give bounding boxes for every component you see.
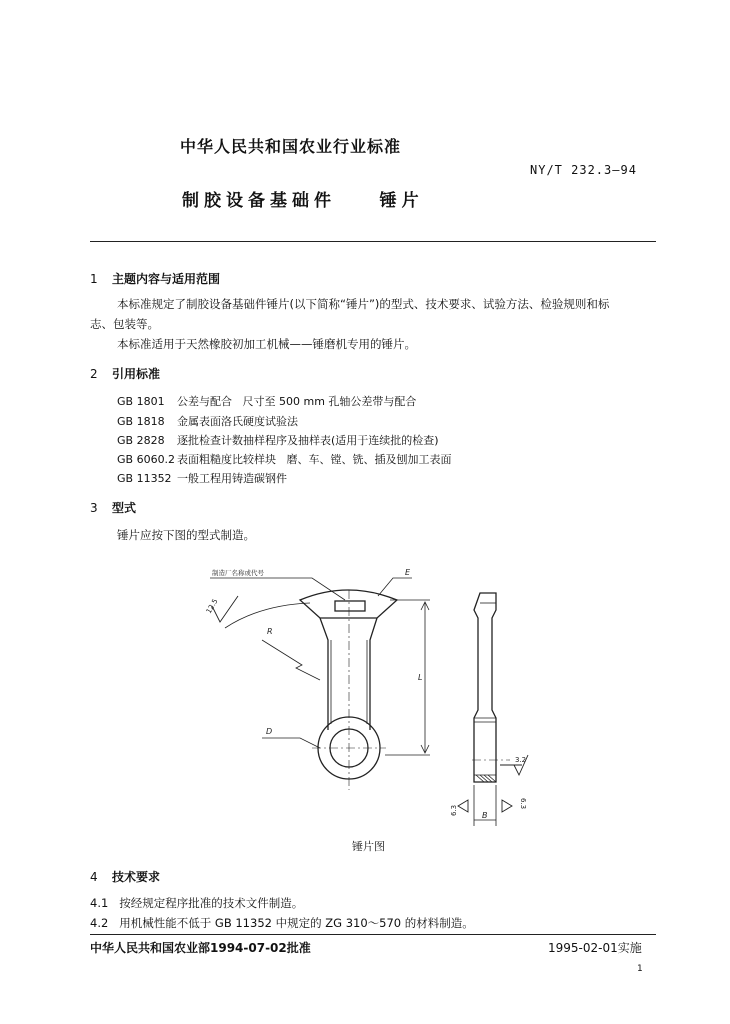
R-leader xyxy=(262,640,320,680)
label-roughness-6-3-right: 6.3 xyxy=(519,798,527,810)
blade-shank-outline xyxy=(320,618,377,730)
D-leader xyxy=(262,738,320,748)
mark-plate xyxy=(335,601,365,611)
approval-statement: 中华人民共和国农业部1994-07-02批准 xyxy=(90,941,311,955)
page-number: 1 xyxy=(637,964,643,974)
label-D: D xyxy=(266,727,273,736)
section-3-title: 型式 xyxy=(112,501,137,515)
R-arc xyxy=(225,603,310,628)
standard-org-title: 中华人民共和国农业行业标准 xyxy=(180,137,402,156)
section-3-number: 3 xyxy=(90,501,98,515)
section-1-title: 主题内容与适用范围 xyxy=(112,272,221,286)
section-2-title: 引用标准 xyxy=(112,367,161,381)
section-2-number: 2 xyxy=(90,367,98,381)
clause-4-2: 4.2 用机械性能不低于 GB 11352 中规定的 ZG 310～570 的材料制造。 xyxy=(90,916,474,930)
reference-text: 公差与配合 尺寸至 500 mm 孔轴公差带与配合 xyxy=(177,395,417,408)
blade-side-view xyxy=(474,593,496,782)
blade-head-outline xyxy=(300,590,397,618)
section-4-title: 技术要求 xyxy=(112,870,161,884)
figure-caption: 锤片图 xyxy=(352,840,385,853)
reference-text: 金属表面洛氏硬度试验法 xyxy=(177,415,298,428)
reference-code: GB 1801 xyxy=(117,395,165,408)
L-dimension xyxy=(385,600,430,755)
footer-divider xyxy=(90,934,656,935)
section-4-number: 4 xyxy=(90,870,98,884)
label-L: L xyxy=(418,673,423,682)
reference-text: 表面粗糙度比较样块 磨、车、镗、铣、插及刨加工表面 xyxy=(177,453,452,466)
section-1-number: 1 xyxy=(90,272,98,286)
side-hatching xyxy=(474,775,496,782)
E-leader xyxy=(378,578,412,596)
label-roughness-6-3-left: 6.3 xyxy=(450,804,458,816)
reference-code: GB 11352 xyxy=(117,472,172,485)
standard-code: NY/T 232.3—94 xyxy=(530,163,637,177)
reference-code: GB 1818 xyxy=(117,415,165,428)
reference-code: GB 6060.2 xyxy=(117,453,176,466)
label-B: B xyxy=(482,811,488,820)
label-R: R xyxy=(267,627,273,636)
label-roughness-12-5: 12.5 xyxy=(204,597,220,615)
clause-4-1: 4.1 按经规定程序批准的技术文件制造。 xyxy=(90,896,304,910)
label-manufacturer-mark: 制造厂名称或代号 xyxy=(212,569,264,577)
section-4-heading xyxy=(90,868,160,885)
section-3-paragraph: 锤片应按下图的型式制造。 xyxy=(117,528,255,542)
reference-code: GB 2828 xyxy=(117,434,165,447)
section-1-paragraph-1-line-2: 志、包装等。 xyxy=(90,317,159,331)
section-1-paragraph-2: 本标准适用于天然橡胶初加工机械——锤磨机专用的锤片。 xyxy=(117,337,416,351)
effective-date: 1995-02-01实施 xyxy=(548,941,642,955)
reference-text: 一般工程用铸造碳钢件 xyxy=(177,472,287,485)
reference-text: 逐批检查计数抽样程序及抽样表(适用于连续批的检查) xyxy=(177,434,439,447)
document-title: 制胶设备基础件 锤片 xyxy=(182,191,424,211)
mark-leader xyxy=(210,578,345,600)
section-1-paragraph-1-line-1: 本标准规定了制胶设备基础件锤片(以下简称“锤片”)的型式、技术要求、试验方法、检验规则和标 xyxy=(117,297,610,311)
label-roughness-3-2: 3.2 xyxy=(515,756,527,764)
label-E: E xyxy=(405,568,411,577)
